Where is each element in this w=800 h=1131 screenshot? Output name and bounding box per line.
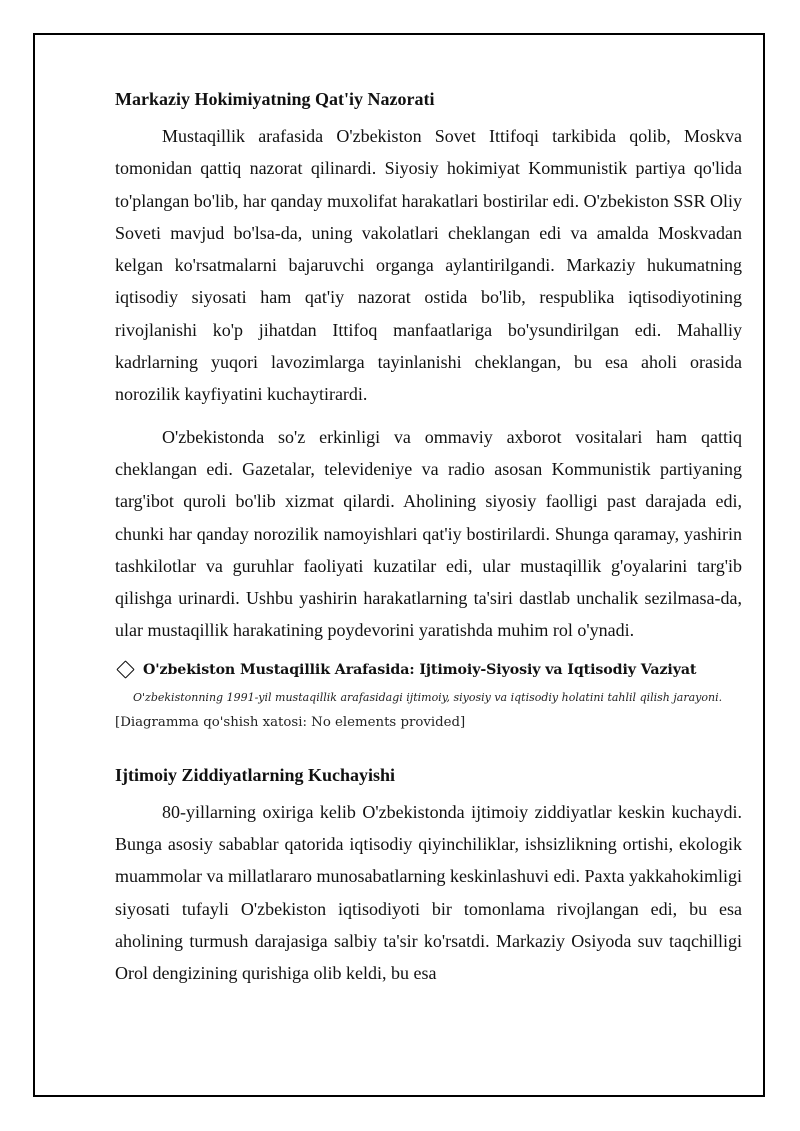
section-heading: Markaziy Hokimiyatning Qat'iy Nazorati: [115, 89, 435, 109]
diagram-block: [115, 657, 742, 734]
body-paragraph: Mustaqillik arafasida O'zbekiston Sovet Ittifoqi tarkibida qolib, Moskva tomonidan qattiq nazorat qilinardi. Siyosiy hokimiyat Kommunistik partiya qo'lida to'plangan bo'lib, har qanday muxolifat harakatlari bostirilar edi. O'zbekiston SSR Oliy Soveti mavjud bo'lsa-da, uning vakolatlari cheklangan edi va amalda Moskvadan kelgan ko'rsatmalarni bajaruvchi organga aylantirilgandi. Markaziy hukumatning iqtisodiy siyosati ham qat'iy nazorat ostida bo'lib, respublika iqtisodiyotining rivojlanishi ko'p jihatdan Ittifoq manfaatlariga bo'ysundirilgan edi. Mahalliy kadrlarning yuqori lavozimlarga tayinlanishi cheklangan, bu esa aholi orasida norozilik kayfiyatini kuchaytirardi.: [115, 126, 742, 405]
diagram-title: O'zbekiston Mustaqillik Arafasida: Ijtimoiy-Siyosiy va Iqtisodiy Vaziyat: [143, 661, 697, 678]
document-content: [115, 86, 742, 1000]
diamond-icon: [116, 661, 134, 679]
diagram-subtitle: O'zbekistonning 1991-yil mustaqillik arafasidagi ijtimoiy, siyosiy va iqtisodiy holatini tahlil qilish jarayoni.: [133, 690, 723, 704]
body-paragraph: 80-yillarning oxiriga kelib O'zbekistonda ijtimoiy ziddiyatlar keskin kuchaydi. Bunga asosiy sabablar qatorida iqtisodiy qiyinchiliklar, ishsizlikning ortishi, ekologik muammolar va millatlararo munosabatlarning keskinlashuvi edi. Paxta yakkahokimligi siyosati tufayli O'zbekiston iqtisodiyoti bir tomonlama rivojlangan edi, bu esa aholining turmush darajasiga salbiy ta'sir ko'rsatdi. Markaziy Osiyoda suv taqchilligi Orol dengizining qurishiga olib keldi, bu esa: [115, 801, 742, 984]
diagram-title-row: [115, 657, 742, 683]
section-2: [115, 762, 742, 990]
diagram-error-message: [Diagramma qo'shish xatosi: No elements provided]: [115, 714, 466, 730]
section-heading: Ijtimoiy Ziddiyatlarning Kuchayishi: [115, 764, 396, 785]
body-paragraph: O'zbekistonda so'z erkinligi va ommaviy axborot vositalari ham qattiq cheklangan edi. Gazetalar, televideniye va radio asosan Kommunistik partiyaning targ'ibot quroli bo'lib xizmat qilardi. Aholining siyosiy faolligi past darajada edi, chunki har qanday norozilik namoyishlari qat'iy bostirilardi. Shunga qaramay, yashirin tashkilotlar va guruhlar faoliyati kuzatilar edi, ular mustaqillik g'oyalarini targ'ib qilishga urinardi. Ushbu yashirin harakatlarning ta'siri dastlab unchalik sezilmasa-da, ular mustaqillik harakatining poydevorini yaratishda muhim rol o'ynadi.: [115, 426, 742, 641]
